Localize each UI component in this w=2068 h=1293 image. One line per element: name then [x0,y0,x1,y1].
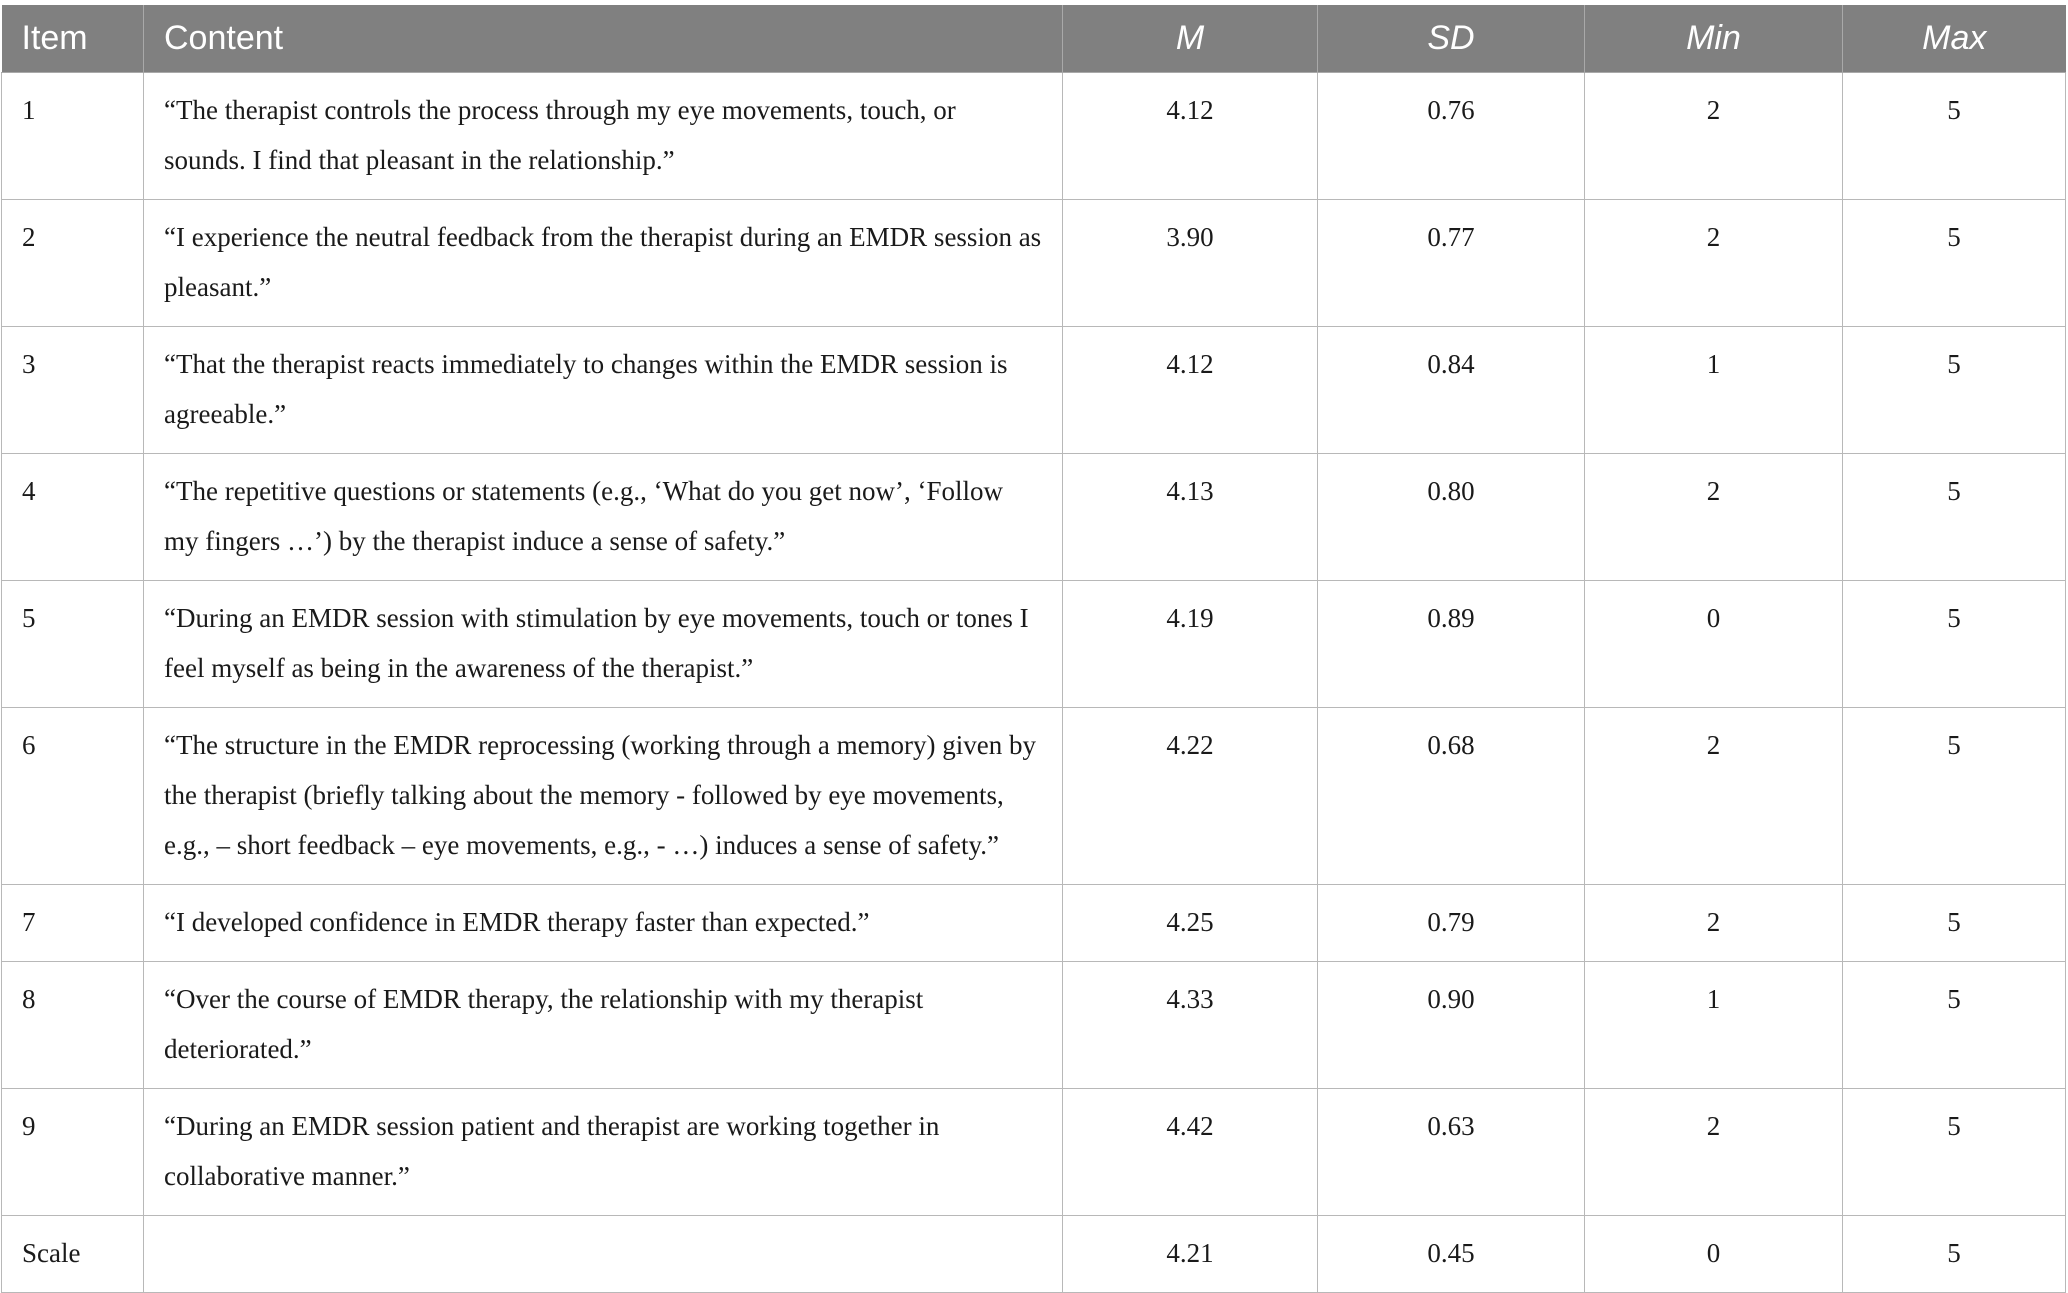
cell-min: 2 [1585,454,1843,581]
table-row [2,581,2066,708]
table-row [2,454,2066,581]
cell-content: “I experience the neutral feedback from the therapist during an EMDR session as pleasant.” [144,200,1063,327]
cell-sd: 0.45 [1318,1216,1585,1293]
cell-content: “Over the course of EMDR therapy, the relationship with my therapist deteriorated.” [144,962,1063,1089]
cell-sd: 0.63 [1318,1089,1585,1216]
cell-m: 4.21 [1063,1216,1318,1293]
table-row [2,885,2066,962]
cell-item: 3 [2,327,144,454]
table-row [2,1089,2066,1216]
cell-min: 1 [1585,327,1843,454]
cell-sd: 0.68 [1318,708,1585,885]
cell-m: 4.12 [1063,327,1318,454]
cell-max: 5 [1843,327,2066,454]
header-sd: SD [1318,5,1585,73]
cell-m: 4.13 [1063,454,1318,581]
cell-item: 1 [2,73,144,200]
cell-sd: 0.90 [1318,962,1585,1089]
cell-content: “The repetitive questions or statements (e.g., ‘What do you get now’, ‘Follow my fingers …’) by the therapist induce a sense of safety.” [144,454,1063,581]
cell-m: 4.42 [1063,1089,1318,1216]
cell-sd: 0.89 [1318,581,1585,708]
item-statistics-table [1,5,2066,1293]
header-row [2,5,2066,73]
cell-m: 4.22 [1063,708,1318,885]
cell-item: 8 [2,962,144,1089]
cell-item: 2 [2,200,144,327]
cell-item: 4 [2,454,144,581]
cell-max: 5 [1843,581,2066,708]
cell-content [144,1216,1063,1293]
cell-sd: 0.77 [1318,200,1585,327]
cell-item: 5 [2,581,144,708]
cell-min: 1 [1585,962,1843,1089]
cell-min: 2 [1585,73,1843,200]
cell-min: 2 [1585,885,1843,962]
cell-m: 4.25 [1063,885,1318,962]
cell-item: 9 [2,1089,144,1216]
cell-min: 2 [1585,1089,1843,1216]
cell-sd: 0.84 [1318,327,1585,454]
cell-min: 2 [1585,708,1843,885]
cell-content: “I developed confidence in EMDR therapy faster than expected.” [144,885,1063,962]
cell-item: 7 [2,885,144,962]
table-row [2,200,2066,327]
cell-sd: 0.76 [1318,73,1585,200]
table-body [2,73,2066,1293]
cell-max: 5 [1843,1216,2066,1293]
header-min: Min [1585,5,1843,73]
table-row [2,962,2066,1089]
cell-min: 0 [1585,581,1843,708]
cell-content: “The therapist controls the process through my eye movements, touch, or sounds. I find that pleasant in the relationship.” [144,73,1063,200]
cell-max: 5 [1843,708,2066,885]
cell-content: “The structure in the EMDR reprocessing (working through a memory) given by the therapist (briefly talking about the memory - followed by eye movements, e.g., – short feedback – eye movements, e.g., - …) induces a sense of safety.” [144,708,1063,885]
cell-item: Scale [2,1216,144,1293]
cell-content: “During an EMDR session with stimulation by eye movements, touch or tones I feel myself as being in the awareness of the therapist.” [144,581,1063,708]
cell-max: 5 [1843,885,2066,962]
table-row [2,327,2066,454]
cell-max: 5 [1843,962,2066,1089]
cell-max: 5 [1843,73,2066,200]
cell-item: 6 [2,708,144,885]
cell-max: 5 [1843,200,2066,327]
cell-m: 3.90 [1063,200,1318,327]
header-content: Content [144,5,1063,73]
cell-m: 4.33 [1063,962,1318,1089]
cell-m: 4.12 [1063,73,1318,200]
header-m: M [1063,5,1318,73]
table-row [2,73,2066,200]
cell-min: 2 [1585,200,1843,327]
header-max: Max [1843,5,2066,73]
cell-content: “During an EMDR session patient and therapist are working together in collaborative manner.” [144,1089,1063,1216]
cell-content: “That the therapist reacts immediately to changes within the EMDR session is agreeable.” [144,327,1063,454]
table-header [2,5,2066,73]
header-item: Item [2,5,144,73]
cell-max: 5 [1843,1089,2066,1216]
cell-max: 5 [1843,454,2066,581]
cell-min: 0 [1585,1216,1843,1293]
cell-m: 4.19 [1063,581,1318,708]
table-row-scale [2,1216,2066,1293]
table-row [2,708,2066,885]
cell-sd: 0.80 [1318,454,1585,581]
cell-sd: 0.79 [1318,885,1585,962]
